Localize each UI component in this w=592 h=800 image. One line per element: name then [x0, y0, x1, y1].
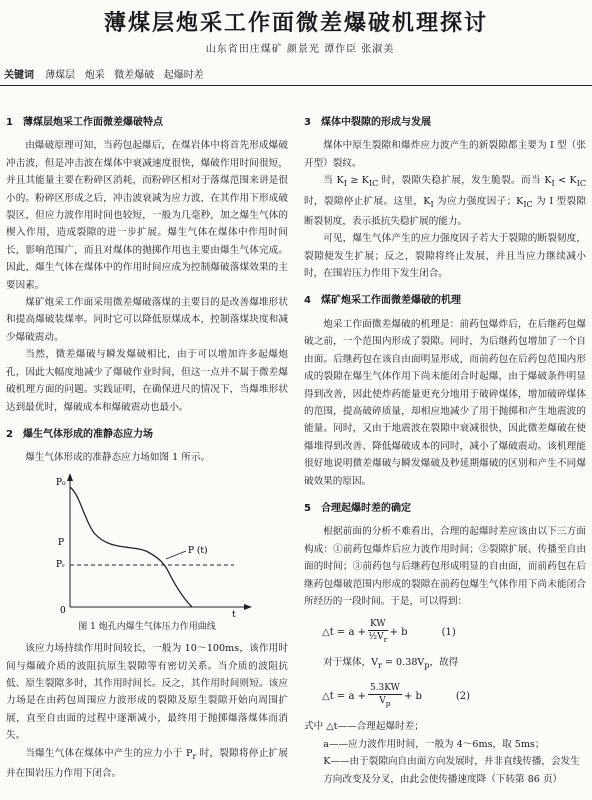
curve-label: P (t): [188, 545, 208, 556]
page-title: 薄煤层炮采工作面微差爆破机理探讨: [103, 11, 488, 36]
equation-2: △t = a + $\frac{5.3KW}{V_p}$ + b (2): [322, 683, 471, 709]
x-label-t: t: [232, 609, 236, 617]
section-1-heading: 1 薄煤层炮采工作面微差爆破特点: [6, 117, 163, 128]
paragraph: 煤体中原生裂隙和爆炸应力波产生的新裂隙都主要为 I 型（张开型）裂纹。: [304, 140, 586, 169]
y-label-p: P: [58, 537, 65, 548]
paragraph: 煤矿炮采工作面采用微差爆破落煤的主要目的是改善爆堆形状和提高爆破装煤率。同时它可以降低原煤成本，控制落煤块度和减少爆破震动。: [6, 297, 288, 343]
right-column: [304, 108, 586, 788]
y-label-pr: Pᵣ: [56, 559, 66, 570]
authors: 山东省田庄煤矿 颜景光 谭作臣 张淑美: [205, 44, 395, 55]
paragraph: 当爆生气体在煤体中产生的应力小于 $P_r$ 时，裂隙将停止扩展并在围岩压力作用下闭合。: [6, 747, 288, 779]
left-column: [6, 108, 288, 782]
section-5-heading: 5 合理起爆时差的确定: [304, 502, 411, 514]
keywords: [4, 66, 204, 81]
paragraph: 当然，微差爆破与瞬发爆破相比，由于可以增加许多起爆炮孔，因此大幅度地减少了爆破作业时间，但这一点并不属于微差爆破机理方面的问题。实践证明，在确保进尺的情况下，当爆堆形状达到最优时，爆破成本和爆破震动也最小。: [6, 349, 288, 413]
paragraph: 由爆破原理可知，当药包起爆后，在煤岩体中将首先形成爆破冲击波，但是冲击波在煤体中衰减速度很快，爆破作用时间很短，并且其能量主要在粉碎区消耗，而粉碎区相对于落煤范围来讲是很小的。粉碎区形成之后，冲击波衰减为应力波，在其作用下形成破裂区，但应力波作用时间也较短，一般为几毫秒，加之爆生气体的楔入作用，造成裂隙的进一步扩展。爆生气体在煤体中作用时间长，影响范围广，而且对煤体的抛掷作用也主要由爆生气体完成。因此，爆生气体在煤体中的作用时间应成为控制爆破落煤效果的主要因素。: [6, 140, 288, 291]
def-dt: 式中 △t——合理起爆时差；: [304, 721, 424, 733]
paragraph: 对于煤体，$V_r = 0.38V_p$，故得: [323, 657, 459, 671]
pressure-curve-figure: [6, 467, 288, 617]
paragraph: 当 $K_I \ge K_{IC}$ 时，裂隙失稳扩展，发生脆裂。而当 $K_I < K_{IC}$ 时，裂隙停止扩展。这里，$K_I$ 为应力强度因子；$K_{IC}$ 为 I 型裂隙断裂韧度，表示抵抗失稳扩展的能力。: [304, 175, 587, 227]
section-4-heading: 4 煤矿炮采工作面微差爆破的机理: [304, 295, 461, 307]
figure-caption: 图 1 炮孔内爆生气体压力作用曲线: [78, 621, 216, 632]
equation-1: △t = a + $\frac{KW}{\frac{1}{2}V_r}$ + b (1): [322, 619, 456, 645]
paragraph: 可见，爆生气体产生的应力强度因子若大于裂隙的断裂韧度，裂隙便发生扩展；反之，裂隙将终止发展，并且当应力继续减小时，在围岩压力作用下发生闭合。: [304, 233, 586, 280]
paragraph: 该应力场持续作用时间较长，一般为 10～100ms，该作用时间与爆破介质的波阻抗原生裂隙等有密切关系。当介质的波阻抗低、原生裂隙多时，其作用时间长。反之，其作用时间则短。该应力场是在由药包周围应力波形成的裂隙及原生裂隙开始向周围扩展，直至自由面的过程中逐渐减小，最终用于抛掷爆落煤体而消失。: [6, 643, 288, 742]
variable-definitions: [304, 718, 586, 788]
y-label-p0: P₀: [56, 477, 66, 488]
keywords-label: 关键词: [4, 70, 34, 81]
paragraph: 爆生气体形成的准静态应力场如图 1 所示。: [25, 452, 211, 464]
def-k: K——由于裂隙向自由面方向发展时，并非直线传播，会发生方向改变及分叉，由此会使传播速度降（下转第 86 页）: [323, 756, 580, 785]
paragraph: 炮采工作面微差爆破的机理是：前药包爆炸后，在后继药包爆破之前，一个范围内形成了裂隙。同时，为后继药包增加了一个自由面。后继药包在该自由面明显形成，而前药包在后药包范围内形成的裂隙在爆生气体作用下尚未能闭合时起爆，由于爆破条件明显得到改善，因此使炸药能量更充分地用于破碎煤体，增加破碎煤体的范围，提高破碎质量，却相应地减少了用于抛掷和产生地震波的能量。同时，又由于地震波在裂隙中衰减很快，因此微差爆破在使爆堆得到改善、降低爆破成本的同时，减小了爆破震动。该机理能很好地说明微差爆破与瞬发爆破及秒延期爆破的区别和产生不同爆破效果的原因。: [304, 318, 586, 487]
section-2-heading: 2 爆生气体形成的准静态应力场: [6, 428, 153, 440]
keywords-terms: 薄煤层 炮采 微差爆破 起爆时差: [45, 70, 204, 81]
header-rule: [0, 85, 592, 86]
section-3-heading: 3 煤体中裂隙的形成与发展: [304, 117, 431, 128]
origin-label: 0: [60, 605, 66, 616]
paragraph: 根据前面的分析不难看出，合理的起爆时差应该由以下三方面构成：①前药包爆炸后应力波作用时间；②裂隙扩展、传播至自由面的时间；③前药包与后继药包形成明显的自由面，而前药包在后继药包爆破范围内形成的裂隙在前药包爆生气体作用下尚未能闭合所经历的一段时间。于是，可以得到：: [304, 526, 586, 607]
def-a: a——应力波作用时间，一般为 4～6ms，取 5ms；: [323, 738, 545, 750]
